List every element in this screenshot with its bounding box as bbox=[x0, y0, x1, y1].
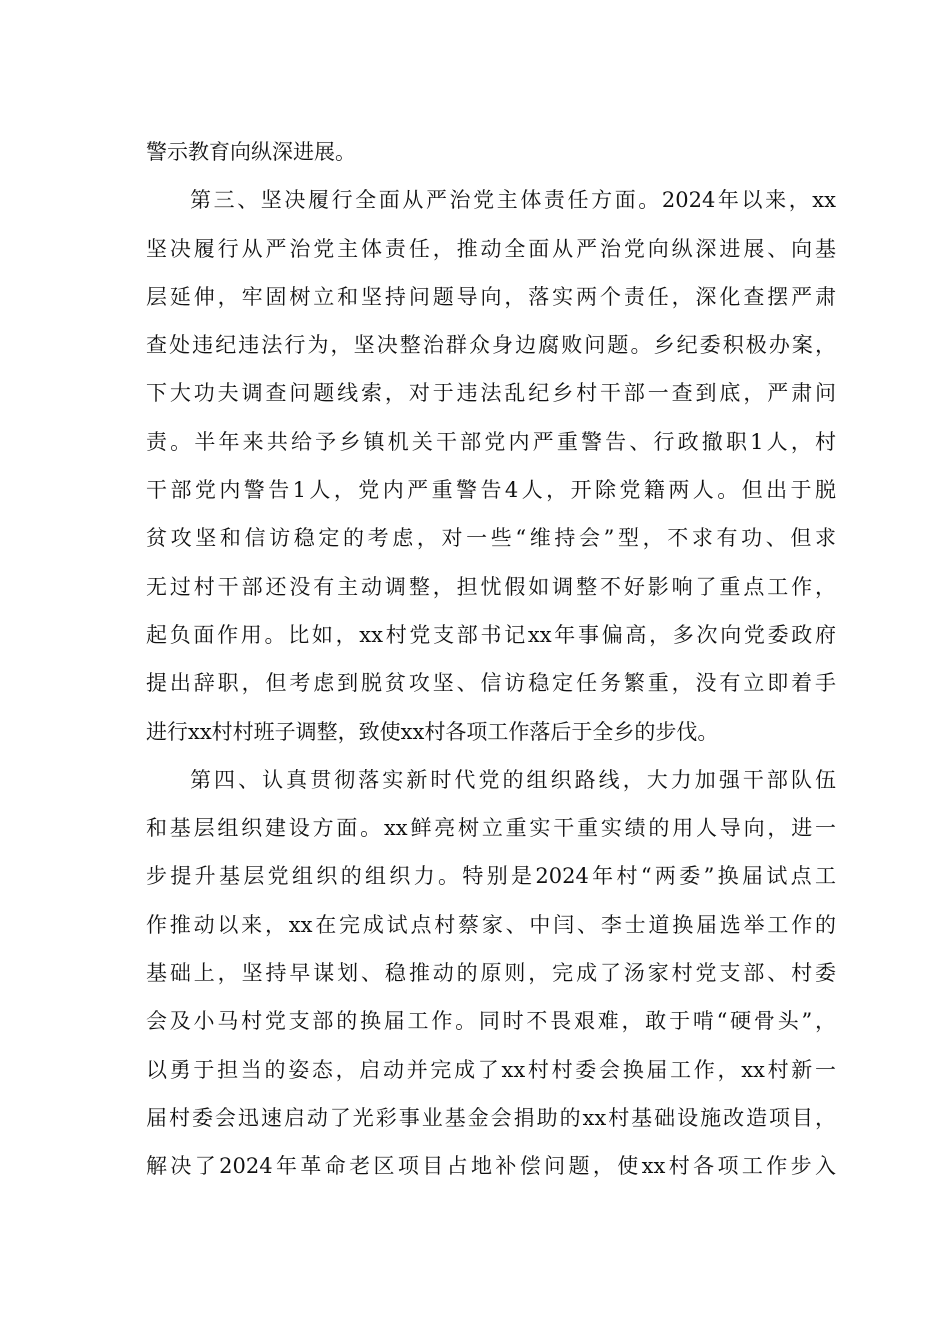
text-line: 和基层组织建设方面。xx鲜亮树立重实干重实绩的用人导向，进一 bbox=[146, 816, 836, 841]
text-line: 以勇于担当的姿态，启动并完成了xx村村委会换届工作，xx村新一 bbox=[146, 1057, 836, 1082]
text-line: 查处违纪违法行为，坚决整治群众身边腐败问题。乡纪委积极办案， bbox=[146, 333, 836, 358]
paragraph-first-line: 第三、坚决履行全面从严治党主体责任方面。2024年以来，xx bbox=[190, 188, 836, 213]
document-body bbox=[146, 128, 836, 1191]
text-line: 警示教育向纵深进展。 bbox=[146, 140, 356, 164]
text-line: 解决了2024年革命老区项目占地补偿问题，使xx村各项工作步入 bbox=[146, 1154, 836, 1179]
paragraph-first-line: 第四、认真贯彻落实新时代党的组织路线，大力加强干部队伍 bbox=[190, 767, 836, 792]
text-line: 提出辞职，但考虑到脱贫攻坚、信访稳定任务繁重，没有立即着手 bbox=[146, 671, 836, 696]
text-line: 起负面作用。比如，xx村党支部书记xx年事偏高，多次向党委政府 bbox=[146, 622, 836, 647]
text-line: 作推动以来，xx在完成试点村蔡家、中闫、李士道换届选举工作的 bbox=[146, 912, 836, 937]
text-line: 干部党内警告1人，党内严重警告4人，开除党籍两人。但出于脱 bbox=[146, 478, 836, 503]
text-line: 进行xx村村班子调整，致使xx村各项工作落后于全乡的步伐。 bbox=[146, 719, 719, 744]
text-line: 步提升基层党组织的组织力。特别是2024年村“两委”换届试点工 bbox=[146, 864, 836, 889]
text-line: 下大功夫调查问题线索，对于违法乱纪乡村干部一查到底，严肃问 bbox=[146, 381, 836, 406]
text-line: 责。半年来共给予乡镇机关干部党内严重警告、行政撤职1人，村 bbox=[146, 429, 836, 454]
text-line: 无过村干部还没有主动调整，担忧假如调整不好影响了重点工作， bbox=[146, 574, 836, 599]
text-line: 坚决履行从严治党主体责任，推动全面从严治党向纵深进展、向基 bbox=[146, 236, 836, 261]
text-line: 贫攻坚和信访稳定的考虑，对一些“维持会”型，不求有功、但求 bbox=[146, 526, 836, 551]
text-line: 届村委会迅速启动了光彩事业基金会捐助的xx村基础设施改造项目， bbox=[146, 1105, 836, 1130]
text-line: 层延伸，牢固树立和坚持问题导向，落实两个责任，深化查摆严肃 bbox=[146, 284, 836, 309]
text-line: 基础上，坚持早谋划、稳推动的原则，完成了汤家村党支部、村委 bbox=[146, 961, 836, 986]
text-line: 会及小马村党支部的换届工作。同时不畏艰难，敢于啃“硬骨头”， bbox=[146, 1009, 836, 1034]
